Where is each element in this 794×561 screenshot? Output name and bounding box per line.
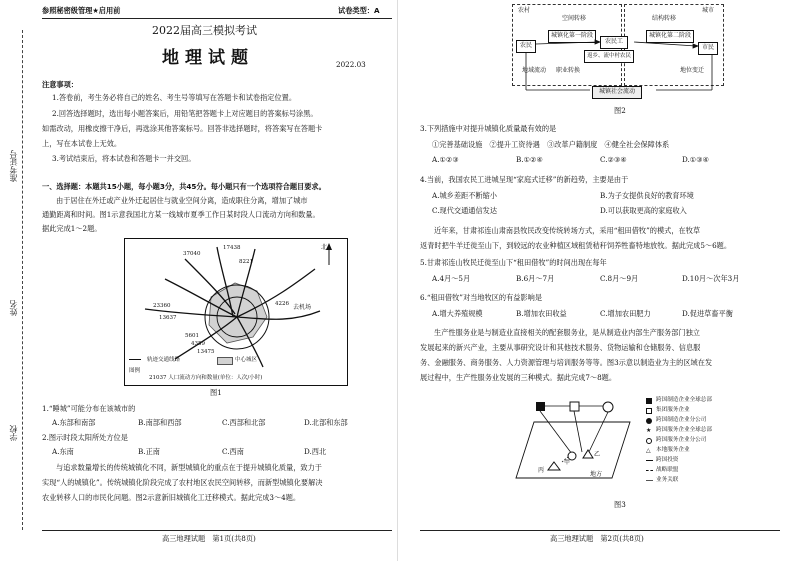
legend-item: 战略联盟 xyxy=(656,467,679,473)
question-4-option-c[interactable]: C.现代交通通信发达 xyxy=(432,206,498,215)
status-change-label: 地位变迁 xyxy=(680,67,705,74)
flow-value: 13475 xyxy=(197,349,215,355)
legend-symbol xyxy=(646,438,652,444)
round-trip-box: 返乡、流中村农民 xyxy=(584,50,634,63)
legend-symbol xyxy=(646,480,653,481)
notice-line: 上，写在本试卷上无效。 xyxy=(42,139,122,148)
page-1 xyxy=(42,0,392,561)
legend-item: 集团服务企业 xyxy=(656,407,690,413)
question-1-option-b[interactable]: B.南部和西部 xyxy=(138,418,182,427)
question-5-stem: 5.甘肃祁连山牧民迁徙至山下“租田借牧”的时间出现在每年 xyxy=(420,258,607,267)
legend-item: 跨国服务企业全球总部 xyxy=(656,427,712,433)
footer-rule xyxy=(420,530,780,531)
question-6-option-b[interactable]: B.增加农田收益 xyxy=(516,309,567,318)
figure-1-caption: 图1 xyxy=(210,388,222,397)
label-b: 乙 xyxy=(594,451,601,458)
legend-item: 本地服务企业 xyxy=(656,447,690,453)
question-6-option-d[interactable]: D.促进草畜平衡 xyxy=(682,309,733,318)
figure-2-arrows xyxy=(512,4,724,100)
legend-transit: 轨迹交通线路 xyxy=(147,357,181,363)
question-3-option-a[interactable]: A.①②③ xyxy=(432,155,459,164)
question-1-option-c[interactable]: C.西部和北部 xyxy=(222,418,266,427)
legend-item: 跨国制造企业分公司 xyxy=(656,417,707,423)
flow-value: 8221 xyxy=(239,259,253,265)
question-6-option-a[interactable]: A.增大养殖规模 xyxy=(432,309,483,318)
space-transfer-label: 空间转移 xyxy=(562,15,587,22)
binding-margin xyxy=(0,0,36,561)
passage-line: 返青时把牛羊迁徙至山下，到较远的农业种植区域租赁秸秆饲养牲畜特地放牧。据此完成5～6题。 xyxy=(420,241,732,250)
figure-3-drawing xyxy=(512,392,640,498)
notice-heading: 注意事项： xyxy=(42,80,78,89)
legend-symbol xyxy=(646,460,653,461)
legend-item: 业务关联 xyxy=(656,477,679,483)
question-4-option-a[interactable]: A.城乡差距不断缩小 xyxy=(432,191,497,200)
question-2-option-c[interactable]: C.西南 xyxy=(222,447,244,456)
question-3-option-b[interactable]: B.①②④ xyxy=(516,155,543,164)
branch-symbol xyxy=(603,402,613,412)
farmer-worker-box: 农民工 xyxy=(600,36,628,49)
legend-symbol xyxy=(646,408,652,414)
question-1-stem: 1.“睡城”可能分布在该城市的 xyxy=(42,404,136,413)
question-4-stem: 4.当前，我国农民工进城呈现“家庭式迁移”的新趋势，主要是由于 xyxy=(420,175,629,184)
figure-3-diagram xyxy=(512,392,732,498)
region-plane xyxy=(516,422,630,478)
flow-value: 13637 xyxy=(159,315,177,321)
question-2-stem: 2.图示时段太阳所处方位是 xyxy=(42,433,128,442)
passage-line: 生产性服务业是与制造业直接相关的配套服务业，是从制造业内部生产服务部门独立 xyxy=(434,328,700,337)
citizen-box: 市民 xyxy=(698,42,718,55)
flow-value: 37040 xyxy=(183,251,201,257)
land-flow-label: 地域流动 xyxy=(522,67,547,74)
label-c: 丙 xyxy=(538,467,545,474)
legend-item: 跨国服务企业分公司 xyxy=(656,437,707,443)
node-c-symbol xyxy=(548,462,560,470)
exam-title: 2022届高三模拟考试 xyxy=(152,24,257,37)
job-change-label: 职业转换 xyxy=(556,67,581,74)
legend-symbol: △ xyxy=(646,447,651,454)
global-hq-symbol xyxy=(536,402,545,411)
page-1-footer: 高三地理试题 第1页(共8页) xyxy=(162,534,256,543)
question-5-option-d[interactable]: D.10月～次年3月 xyxy=(682,274,740,283)
legend-item: 跨国制造企业全球总部 xyxy=(656,397,712,403)
question-5-option-c[interactable]: C.8月～9月 xyxy=(600,274,639,283)
question-3-items: ①完善基础设施 ②提升工资待遇 ③改革户籍制度 ④健全社会保障体系 xyxy=(432,140,670,149)
legend-title: 图例 xyxy=(129,368,141,374)
figure-2-diagram xyxy=(512,4,724,100)
passage-line: 与追求数量增长的传统城镇化不同，新型城镇化的重点在于提升城镇化质量，致力于 xyxy=(56,463,322,472)
legend-line-swatch xyxy=(129,359,141,365)
node-b-symbol xyxy=(583,450,593,458)
airport-label: 去机场 xyxy=(293,304,312,311)
legend-symbol xyxy=(646,470,653,471)
header-rule xyxy=(42,18,392,19)
legend-center-swatch xyxy=(217,357,233,365)
label-place: 地方 xyxy=(590,471,603,478)
passage-line: 展过程中，生产性服务业发展的三种模式。据此完成7～8题。 xyxy=(420,373,617,382)
legend-flow: 21037 人口流动方向和数量(单位：人次/小时) xyxy=(149,375,263,381)
intro-line: 据此完成1～2题。 xyxy=(42,224,102,233)
stage-1-box: 城镇化第一阶段 xyxy=(548,30,596,43)
question-4-option-d[interactable]: D.可以获取更高的家庭收入 xyxy=(600,206,687,215)
figure-1-map xyxy=(124,238,348,386)
notice-line: 1.答卷前，考生务必将自己的姓名、考生号等填写在答题卡和试卷指定位置。 xyxy=(52,93,297,102)
passage-line: 务、金融服务、商务服务、人力资源管理与培训服务等等。图3示意以制造业为主的区域在发 xyxy=(420,358,713,367)
flow-value: 5601 xyxy=(185,333,199,339)
notice-line: 3.考试结束后，将本试卷和答题卡一并交回。 xyxy=(52,154,196,163)
stage-2-box: 城镇化第二阶段 xyxy=(646,30,694,43)
page-2-footer: 高三地理试题 第2页(共8页) xyxy=(550,534,644,543)
question-5-option-a[interactable]: A.4月～5月 xyxy=(432,274,471,283)
question-3-option-c[interactable]: C.②③④ xyxy=(600,155,627,164)
exam-number-label: 准考证号 xyxy=(9,150,18,182)
rural-label: 农村 xyxy=(518,7,531,14)
legend-symbol xyxy=(646,398,652,404)
question-2-option-a[interactable]: A.东南 xyxy=(52,447,74,456)
question-1-option-a[interactable]: A.东部和南部 xyxy=(52,418,96,427)
question-3-stem: 3.下列措施中对提升城镇化质量最有效的是 xyxy=(420,124,557,133)
subject-title: 地理试题 xyxy=(162,48,254,68)
exam-date: 2022.03 xyxy=(336,60,366,69)
intro-line: 通勤距离和时间。图1示意我国北方某一线城市夏季工作日某时段人口流动方向和数量。 xyxy=(42,210,320,219)
passage-line: 近年来，甘肃祁连山肃南县牧民改变传统转场方式，采用“租田借牧”的模式，在牧草 xyxy=(434,226,701,235)
legend-item: 跨国投资 xyxy=(656,457,679,463)
label-a: 甲 xyxy=(564,459,571,466)
school-label: 学校 xyxy=(9,425,18,441)
flow-value: 4359 xyxy=(191,341,205,347)
question-6-option-c[interactable]: C.增加农田肥力 xyxy=(600,309,651,318)
notice-line: 2.回答选择题时，选出每小题答案后，用铅笔把答题卡上对应题目的答案标号涂黑。 xyxy=(52,109,318,118)
social-flow-box: 城镇社会流动 xyxy=(592,86,642,99)
question-1-option-d[interactable]: D.北部和东部 xyxy=(304,418,348,427)
farmer-box: 农民 xyxy=(516,40,536,53)
question-4-option-b[interactable]: B.为子女提供良好的教育环境 xyxy=(600,191,694,200)
flow-value: 23360 xyxy=(153,303,171,309)
legend-symbol xyxy=(646,418,652,424)
passage-line: 实现“人的城镇化”。传统城镇化阶段完成了农村地区农民空间转移，而新型城镇化要解决 xyxy=(42,478,323,487)
question-2-option-d[interactable]: D.西北 xyxy=(304,447,327,456)
intro-line: 由于居住在外迁或产业外迁起居住与就业空间分离，造成职住分离，增加了城市 xyxy=(56,196,308,205)
identity-transfer-label: 结构转移 xyxy=(652,15,677,22)
question-6-stem: 6.“租田借牧”对当地牧区的有益影响是 xyxy=(420,293,543,302)
figure-2-caption: 图2 xyxy=(614,106,626,115)
question-2-option-b[interactable]: B.正南 xyxy=(138,447,160,456)
group-service-symbol xyxy=(570,402,579,411)
page-2 xyxy=(420,0,780,561)
notice-line: 如需改动，用橡皮擦干净后，再选涂其他答案标号。回答非选择题时，将答案写在答题卡 xyxy=(42,124,323,133)
passage-line: 农业转移人口的市民化问题。图2示意新旧城镇化工迁移模式。据此完成3～4题。 xyxy=(42,493,301,502)
section-heading: 一、选择题：本题共15小题，每小题3分，共45分。每小题只有一个选项符合题目要求。 xyxy=(42,182,326,191)
name-label: 姓名 xyxy=(9,300,18,316)
confidential-mark: 参照秘密级管理★启用前 xyxy=(42,6,121,15)
legend-center: 中心城区 xyxy=(235,357,258,363)
legend-symbol: ★ xyxy=(646,427,652,434)
passage-line: 发展起来的新兴产业，主要从事研究设计和其他技术服务、货物运输和仓储服务、信息服 xyxy=(420,343,701,352)
flow-value: 17438 xyxy=(223,245,241,251)
flow-value: 4226 xyxy=(275,301,289,307)
urban-label: 城市 xyxy=(702,7,715,14)
question-5-option-b[interactable]: B.6月～7月 xyxy=(516,274,555,283)
cut-line xyxy=(22,30,23,530)
page-divider xyxy=(397,0,398,561)
footer-rule xyxy=(42,530,392,531)
figure-3-caption: 图3 xyxy=(614,500,626,509)
question-3-option-d[interactable]: D.①③④ xyxy=(682,155,710,164)
north-label: 北 xyxy=(321,244,328,251)
paper-type: 试卷类型：A xyxy=(338,6,380,15)
